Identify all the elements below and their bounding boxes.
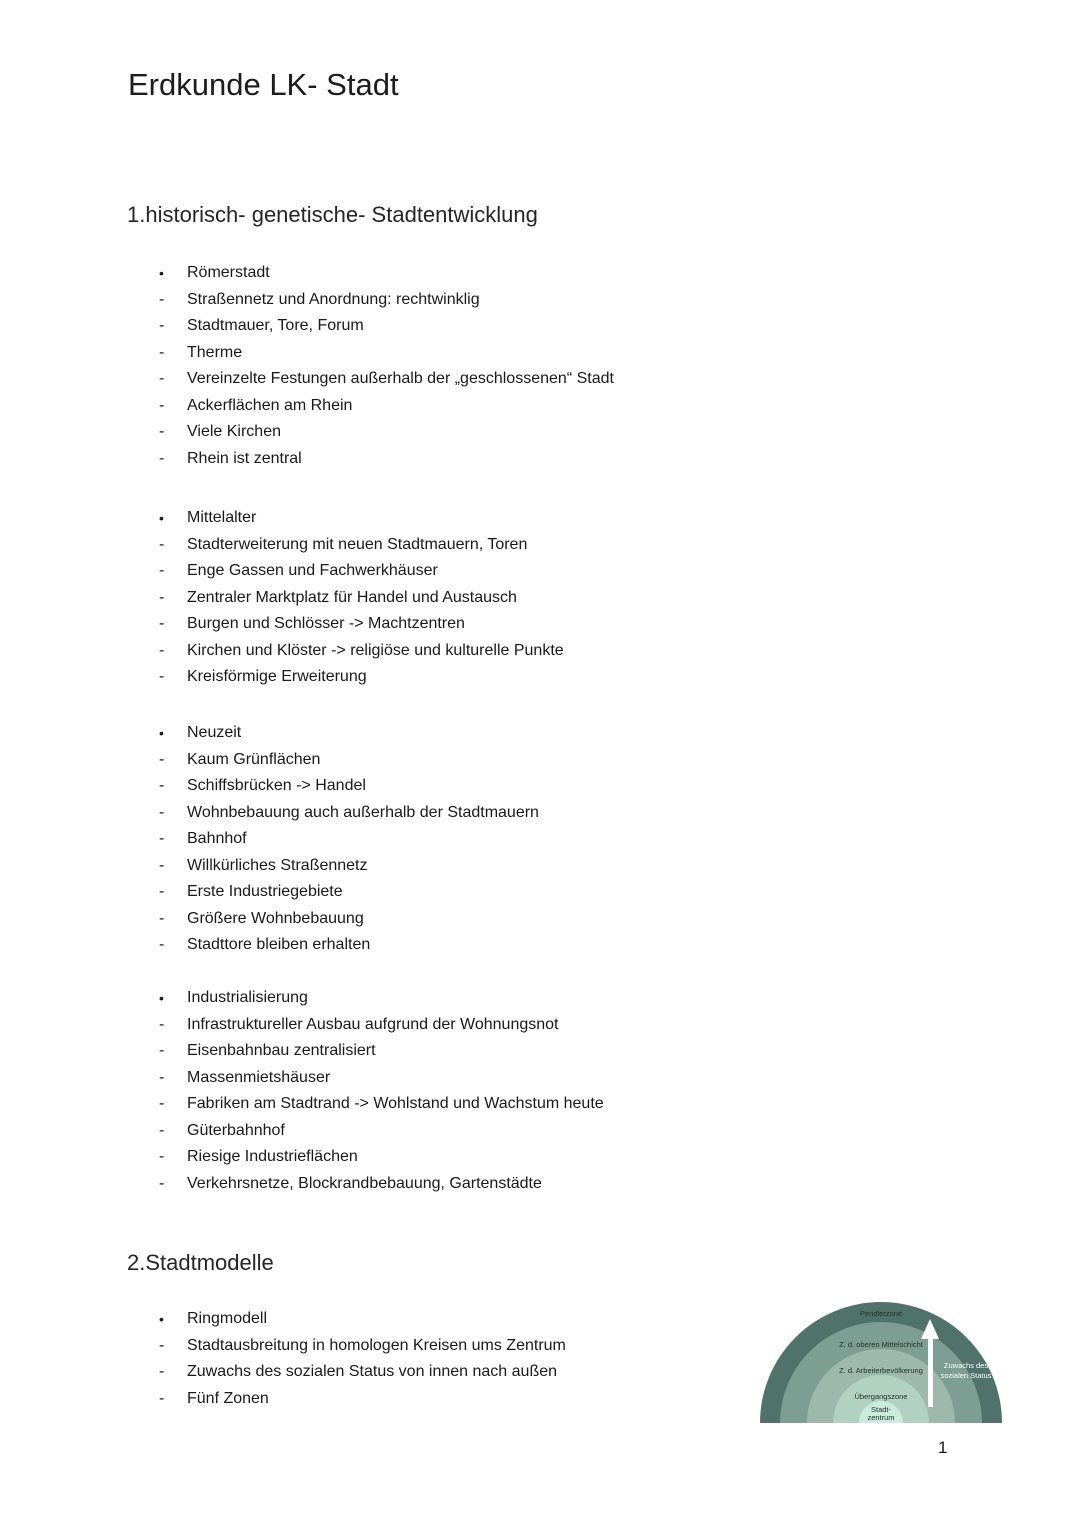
list-item-text: Massenmietshäuser — [187, 1068, 331, 1086]
list-item-text: Zentraler Marktplatz für Handel und Austausch — [187, 588, 517, 606]
dash-marker: - — [159, 317, 165, 334]
dash-marker: - — [159, 777, 165, 794]
list-item-text: Fünf Zonen — [187, 1389, 269, 1407]
list-item — [155, 585, 564, 612]
list-item-text: Eisenbahnbau zentralisiert — [187, 1042, 376, 1059]
list-item-text: Ackerflächen am Rhein — [187, 396, 353, 414]
page-number: 1 — [938, 1438, 948, 1457]
list-item — [155, 446, 614, 473]
list-item-text: Rhein ist zentral — [187, 449, 302, 467]
list-item-text: Straßennetz und Anordnung: rechtwinklig — [187, 290, 480, 308]
dash-marker: - — [159, 936, 165, 953]
list-item-text: Viele Kirchen — [187, 423, 281, 440]
zone-label-stadtzentrum-line1: Stadt- — [870, 1405, 891, 1414]
dash-marker: - — [159, 562, 165, 579]
bullet-marker: • — [159, 265, 164, 281]
list-group-title — [155, 260, 614, 287]
dash-marker: - — [159, 588, 165, 606]
dash-marker: - — [159, 1336, 165, 1354]
section-heading-2: 2.Stadtmodelle — [127, 1250, 274, 1275]
dash-marker: - — [159, 423, 165, 440]
zone-label-stadtzentrum-line2: zentrum — [867, 1413, 895, 1422]
dash-marker: - — [159, 830, 165, 847]
list-item — [155, 1065, 604, 1092]
dash-marker: - — [159, 615, 165, 632]
list-item-text: Infrastruktureller Ausbau aufgrund der Wohnungsnot — [187, 1015, 559, 1033]
list-item — [155, 1144, 604, 1171]
list-item-text: Vereinzelte Festungen außerhalb der „geschlossenen“ Stadt — [187, 370, 614, 387]
list-item — [155, 1171, 604, 1198]
dash-marker: - — [159, 1148, 165, 1165]
dash-marker: - — [159, 343, 165, 361]
list-item-text: Ringmodell — [187, 1310, 268, 1327]
list-item — [155, 1118, 604, 1145]
list-item — [155, 287, 614, 314]
dash-marker: - — [159, 396, 165, 414]
list-item-text: Güterbahnhof — [187, 1121, 285, 1139]
list-item — [155, 366, 614, 393]
list-item-text: Stadtausbreitung in homologen Kreisen ums Zentrum — [187, 1336, 566, 1354]
list-item — [155, 747, 539, 774]
section-heading-1: 1.historisch- genetische- Stadtentwicklung — [127, 202, 538, 227]
list-item — [155, 638, 564, 665]
zone-label-obere-mittelschicht: Z. d. oberen Mittelschicht — [839, 1340, 923, 1349]
list-item-text: Kirchen und Klöster -> religiöse und kulturelle Punkte — [187, 641, 564, 659]
list-item-text: Kreisförmige Erweiterung — [187, 668, 367, 685]
list-group-title — [155, 505, 564, 532]
list-item-text: Verkehrsnetze, Blockrandbebauung, Gartenstädte — [187, 1174, 542, 1192]
document-title: Erdkunde LK- Stadt — [128, 67, 399, 102]
list-item — [155, 879, 539, 906]
list-item — [155, 664, 564, 691]
list-item-text: Industrialisierung — [187, 989, 308, 1006]
list-item — [155, 340, 614, 367]
zone-label-arbeiterbevoelkerung: Z. d. Arbeiterbevölkerung — [839, 1366, 923, 1375]
dash-marker: - — [159, 883, 165, 900]
list-item — [155, 853, 539, 880]
list-item-text: Fabriken am Stadtrand -> Wohlstand und Wachstum heute — [187, 1095, 604, 1112]
dash-marker: - — [159, 1363, 165, 1380]
list-item — [155, 558, 564, 585]
dash-marker: - — [159, 1068, 165, 1086]
status-arrow-label-line2: sozialen Status — [940, 1371, 992, 1380]
list-item-text: Burgen und Schlösser -> Machtzentren — [187, 615, 465, 632]
list-item-text: Willkürliches Straßennetz — [187, 856, 368, 874]
list-item — [155, 1359, 566, 1386]
list-item-text: Bahnhof — [187, 830, 247, 847]
zone-label-stadtzentrum — [760, 1406, 1002, 1422]
list-group-roemerstadt — [155, 260, 614, 472]
list-item-text: Therme — [187, 343, 243, 361]
list-item-text: Kaum Grünflächen — [187, 750, 321, 768]
list-item — [155, 932, 539, 959]
dash-marker: - — [159, 449, 165, 467]
list-group-industrialisierung — [155, 985, 604, 1197]
ring-model-diagram — [760, 1302, 1002, 1424]
list-group-title — [155, 720, 539, 747]
dash-marker: - — [159, 641, 165, 659]
zone-label-pendlerzone: Pendlerzone — [859, 1309, 903, 1318]
list-item-text: Schiffsbrücken -> Handel — [187, 777, 366, 794]
list-item — [155, 532, 564, 559]
list-item-text: Mittelalter — [187, 509, 257, 526]
list-group-mittelalter — [155, 505, 564, 691]
bullet-marker: • — [159, 1311, 164, 1327]
dash-marker: - — [159, 1042, 165, 1059]
dash-marker: - — [159, 803, 165, 821]
list-item — [155, 393, 614, 420]
list-item-text: Wohnbebauung auch außerhalb der Stadtmauern — [187, 803, 539, 821]
dash-marker: - — [159, 1095, 165, 1112]
dash-marker: - — [159, 750, 165, 768]
list-group-title — [155, 1306, 566, 1333]
list-item — [155, 1038, 604, 1065]
dash-marker: - — [159, 1174, 165, 1192]
list-item — [155, 800, 539, 827]
bullet-marker: • — [159, 510, 164, 526]
list-item-text: Zuwachs des sozialen Status von innen nach außen — [187, 1363, 558, 1380]
list-item-text: Stadtmauer, Tore, Forum — [187, 317, 364, 334]
list-item-text: Stadttore bleiben erhalten — [187, 936, 371, 953]
dash-marker: - — [159, 1015, 165, 1033]
dash-marker: - — [159, 909, 165, 927]
list-item — [155, 773, 539, 800]
dash-marker: - — [159, 535, 165, 553]
list-item-text: Neuzeit — [187, 724, 242, 741]
list-group-title — [155, 985, 604, 1012]
list-item-text: Römerstadt — [187, 264, 270, 281]
list-group-neuzeit — [155, 720, 539, 959]
bullet-marker: • — [159, 990, 164, 1006]
list-item — [155, 1333, 566, 1360]
list-item — [155, 1386, 566, 1413]
dash-marker: - — [159, 1121, 165, 1139]
dash-marker: - — [159, 290, 165, 308]
list-item — [155, 906, 539, 933]
dash-marker: - — [159, 1389, 165, 1407]
list-group-ringmodell — [155, 1306, 566, 1412]
list-item — [155, 1091, 604, 1118]
list-item-text: Stadterweiterung mit neuen Stadtmauern, Toren — [187, 535, 528, 553]
status-arrow-head-icon — [921, 1319, 939, 1339]
list-item-text: Riesige Industrieflächen — [187, 1148, 358, 1165]
zone-label-uebergangszone: Übergangszone — [854, 1392, 908, 1401]
list-item-text: Größere Wohnbebauung — [187, 909, 364, 927]
list-item — [155, 611, 564, 638]
status-arrow-label-line1: Zuwachs des — [943, 1361, 989, 1370]
list-item — [155, 826, 539, 853]
list-item — [155, 313, 614, 340]
list-item-text: Enge Gassen und Fachwerkhäuser — [187, 562, 438, 579]
list-item — [155, 1012, 604, 1039]
bullet-marker: • — [159, 725, 164, 741]
list-item-text: Erste Industriegebiete — [187, 883, 343, 900]
dash-marker: - — [159, 668, 165, 685]
dash-marker: - — [159, 370, 165, 387]
status-arrow-label — [932, 1361, 1000, 1381]
list-item — [155, 419, 614, 446]
dash-marker: - — [159, 856, 165, 874]
